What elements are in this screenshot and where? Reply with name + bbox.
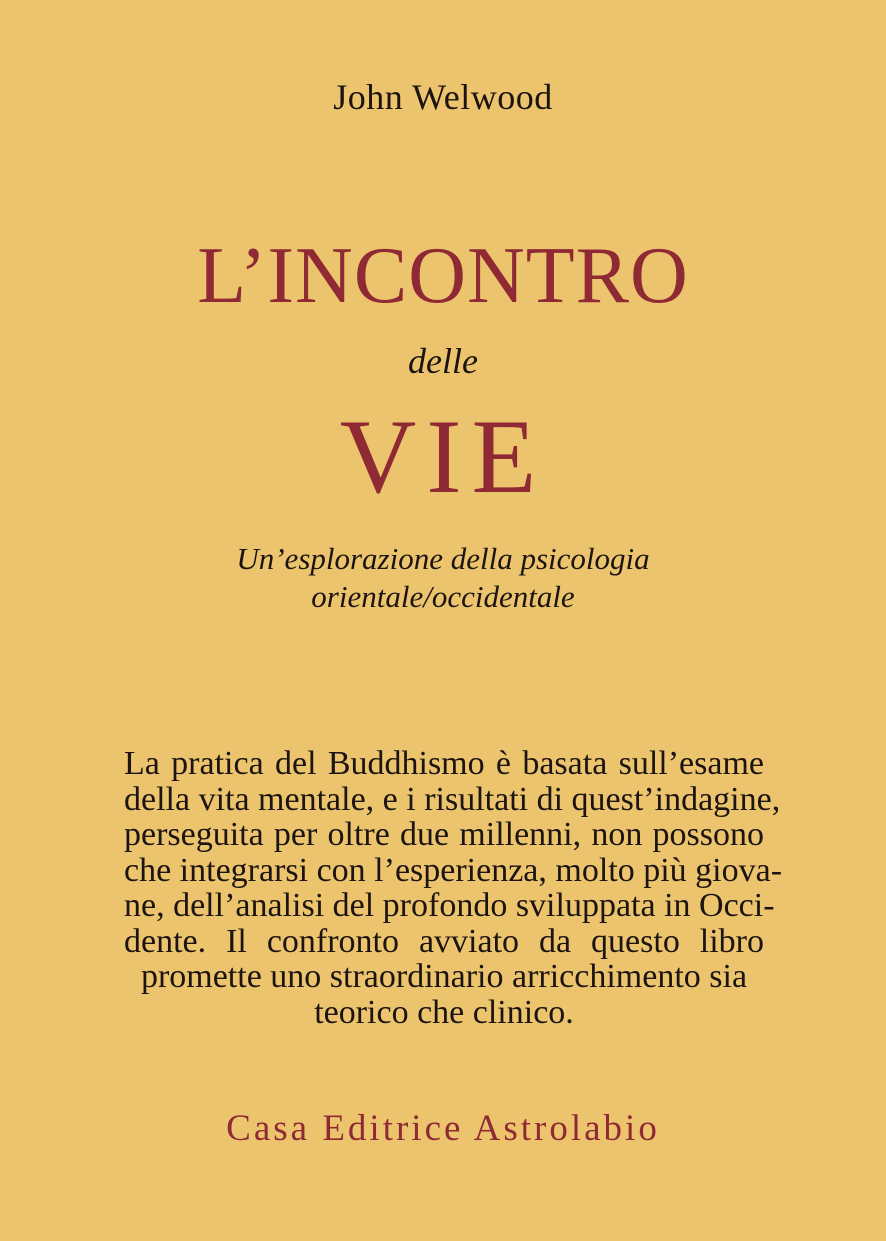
blurb-line: della vita mentale, e i risultati di quest’indagine, bbox=[124, 780, 781, 818]
blurb-line: promette uno straordinario arricchimento sia bbox=[140, 958, 748, 995]
publisher-name: Casa Editrice Astrolabio bbox=[226, 1108, 660, 1149]
title-main: L’INCONTRO bbox=[197, 232, 689, 320]
blurb-line: teorico che clinico. bbox=[314, 993, 574, 1031]
subtitle-line: Un’esplorazione della psicologia bbox=[236, 541, 650, 576]
blurb-line: La pratica del Buddhismo è basata sull’esame bbox=[124, 745, 764, 782]
blurb-line: ne, dell’analisi del profondo sviluppata in Occi- bbox=[124, 887, 775, 924]
title-second: VIE bbox=[339, 398, 547, 515]
blurb-line: perseguita per oltre due millenni, non possono bbox=[124, 816, 764, 853]
title-connector: delle bbox=[408, 341, 478, 381]
author-name: John Welwood bbox=[333, 77, 553, 117]
blurb-line: che integrarsi con l’esperienza, molto più giova- bbox=[124, 851, 783, 889]
blurb-line: dente. Il confronto avviato da questo libro bbox=[124, 922, 764, 960]
subtitle-line: orientale/occidentale bbox=[311, 579, 575, 614]
blurb-text bbox=[124, 745, 783, 1031]
subtitle bbox=[0, 540, 886, 616]
